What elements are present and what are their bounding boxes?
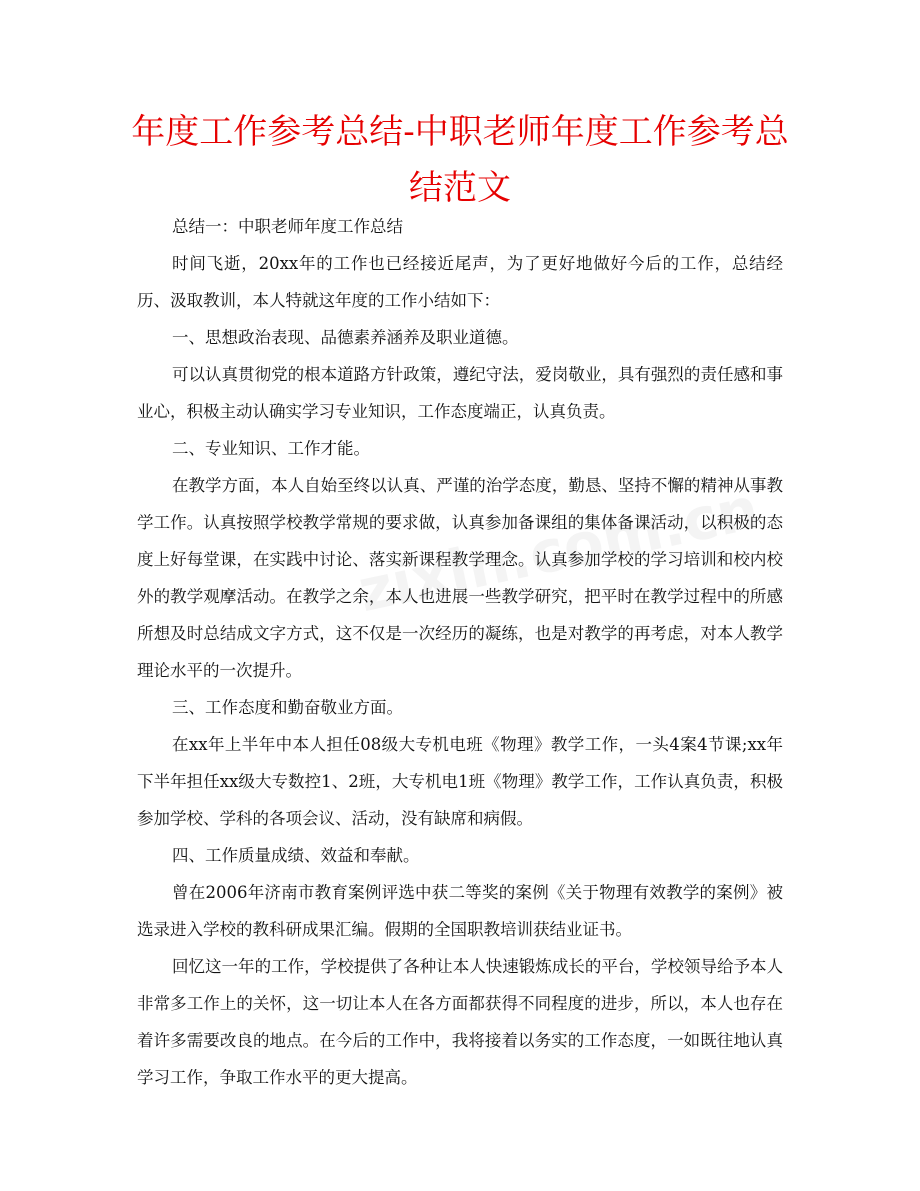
document-body [137,208,783,1096]
paragraph-section-3: 在xx年上半年中本人担任08级大专机电班《物理》教学工作，一头4案4节课;xx年下半年担任xx级大专数控1、2班，大专机电1班《物理》教学工作，工作认真负责，积极参加学校、学科的各项会议、活动，没有缺席和病假。 [137,735,783,828]
section-heading-4: 四、工作质量成绩、效益和奉献。 [172,846,420,865]
paragraph-section-1: 可以认真贯彻党的根本道路方针政策，遵纪守法，爱岗敬业，具有强烈的责任感和事业心，积极主动认确实学习专业知识，工作态度端正，认真负责。 [137,365,783,421]
paragraph-intro: 时间飞逝，20xx年的工作也已经接近尾声，为了更好地做好今后的工作，总结经历、汲取教训，本人特就这年度的工作小结如下： [137,254,783,310]
paragraph-conclusion: 回忆这一年的工作，学校提供了各种让本人快速锻炼成长的平台，学校领导给予本人非常多工作上的关怀，这一切让本人在各方面都获得不同程度的进步，所以，本人也存在着许多需要改良的地点。在今后的工作中，我将接着以务实的工作态度，一如既往地认真学习工作，争取工作水平的更大提高。 [137,957,783,1087]
paragraph-summary-heading: 总结一：中职老师年度工作总结 [172,217,403,236]
section-heading-2: 二、专业知识、工作才能。 [172,439,370,458]
section-heading-3: 三、工作态度和勤奋敬业方面。 [172,698,403,717]
paragraph-section-4: 曾在2006年济南市教育案例评选中获二等奖的案例《关于物理有效教学的案例》被选录进入学校的教科研成果汇编。假期的全国职教培训获结业证书。 [137,883,783,939]
section-heading-1: 一、思想政治表现、品德素养涵养及职业道德。 [172,328,519,347]
paragraph-section-2: 在教学方面，本人自始至终以认真、严谨的治学态度，勤恳、坚持不懈的精神从事教学工作。认真按照学校教学常规的要求做，认真参加备课组的集体备课活动，以积极的态度上好每堂课，在实践中讨论、落实新课程教学理念。认真参加学校的学习培训和校内校外的教学观摩活动。在教学之余，本人也进展一些教学研究，把平时在教学过程中的所感所想及时总结成文字方式，这不仅是一次经历的凝练，也是对教学的再考虑，对本人教学理论水平的一次提升。 [137,476,783,680]
document-title: 年度工作参考总结-中职老师年度工作参考总结范文 [131,112,789,208]
